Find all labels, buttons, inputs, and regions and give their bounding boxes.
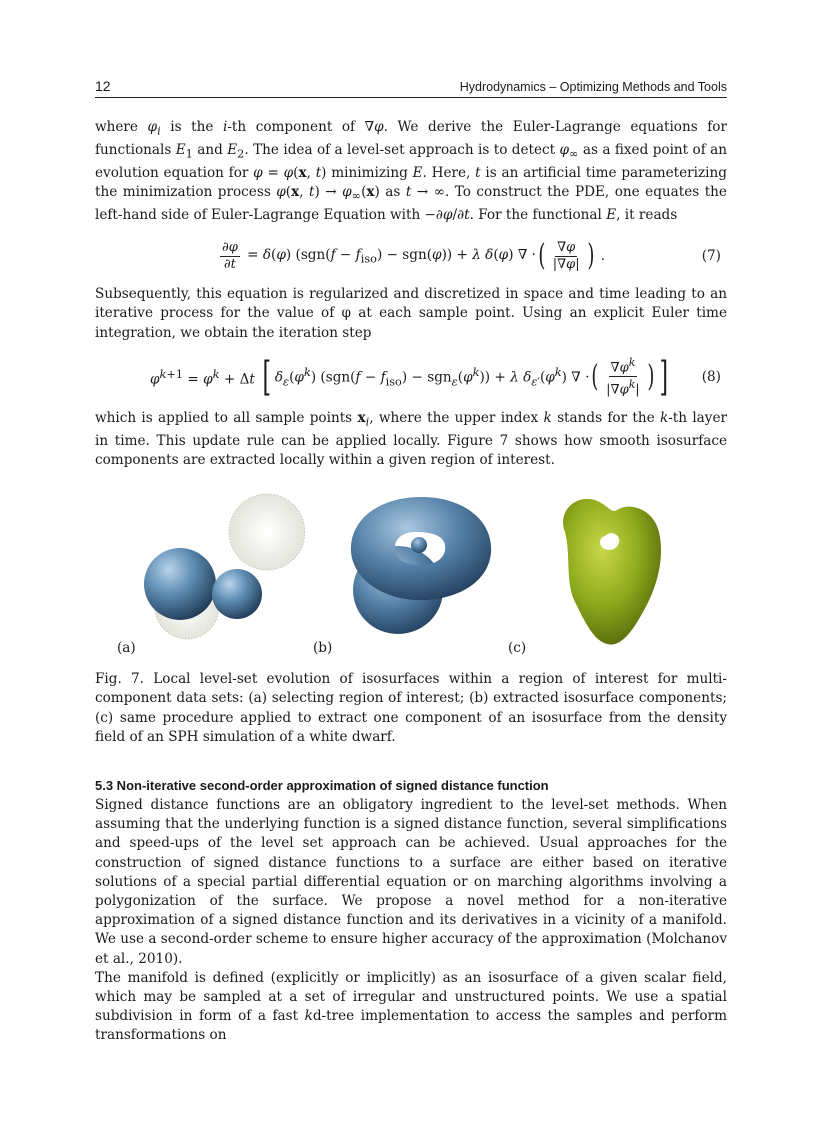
- section-heading: 5.3 Non-iterative second-order approximation of signed distance function: [95, 777, 549, 793]
- page: [95, 78, 727, 1046]
- figure-panel-c-image: [545, 492, 675, 652]
- running-title: Hydrodynamics – Optimizing Methods and Tools: [459, 80, 727, 94]
- page-number: 12: [95, 78, 111, 94]
- figure-panel-a-image: [135, 492, 305, 642]
- figure-label-b: (b): [313, 640, 333, 657]
- figure-label-c: (c): [508, 640, 527, 657]
- equation-8: $\varphi^{k+1} = \varphi^k + \Delta t$ [ $\delta_\varepsilon(\varphi^k) (sgn(f - f_{iso}) - sgn_\varepsilon(\varphi^k)) + \lambda$ $\delta_{\varepsilon'}(\varphi^k)$ ∇ · ( $\frac{\nabla\varphi^k}{|\nabla\varphi^k|}$ ) ] (8): [149, 353, 721, 400]
- sphere-large: [144, 548, 216, 620]
- white-dwarf-isosurface: [563, 499, 661, 645]
- paragraph-iteration: Subsequently, this equation is regularized and discretized in space and time leading to an iterative process for the value of φ at each sample point. Using an explicit Euler time integration, we obtain the iteration step: [95, 286, 727, 341]
- figure-caption: Fig. 7. Local level-set evolution of isosurfaces within a region of interest for multi-component data sets: (a) selecting region of interest; (b) extracted isosurface components; (c) same procedure applied to extract one component of an isosurface from the density field of an SPH simulation of a white dwarf.: [95, 671, 727, 745]
- sphere-small: [212, 569, 262, 619]
- figure-label-a: (a): [117, 640, 136, 657]
- paragraph-intro: where $\varphi_i$ is the i-th component of ∇φ. We derive the Euler-Lagrange equations for functionals $E_1$ and $E_2$. The idea of a level-set approach is to detect $\varphi_\infty$ as a fixed point of an evolution equation for φ = φ(x, t) minimizing E. Here, t is an artificial time parameterizing the minimization process φ(x, $t) \to \varphi_\infty(x)$ as t → ∞. To construct the PDE, one equates the left-hand side of Euler-Lagrange Equation with −∂φ/∂t. For the functional E, it reads: [95, 119, 727, 223]
- fraction-dphi-dt: $\frac{\partial\varphi}{\partial t}$: [221, 239, 238, 272]
- inner-sphere: [411, 537, 427, 553]
- equation-number-7: (7): [701, 248, 721, 265]
- fraction-grad-phi: $\frac{\nabla\varphi}{|\nabla\varphi|}$: [552, 239, 580, 272]
- section-paragraph-2-text-end: d-tree implementation to access the samples and perform transformations on: [95, 1008, 727, 1044]
- kd-tree-k: k: [304, 1008, 313, 1025]
- figure-panel-b-image: [343, 492, 493, 642]
- fraction-grad-phik: $\frac{\nabla\varphi^k}{|\nabla\varphi^k|}$: [606, 355, 640, 398]
- paragraph-update-rule: which is applied to all sample points $x_i$, where the upper index k stands for the k-th layer in time. This update rule can be applied locally. Figure 7 shows how smooth isosurface components are extracted locally within a given region of interest.: [95, 409, 727, 468]
- figure-7: [95, 492, 727, 658]
- section-paragraph-2-text: The manifold is defined (explicitly or implicitly) as an isosurface of a given scalar field, which may be sampled at a set of irregular and unstructured points. We use a spatial subdivision in form of a fast: [95, 969, 727, 1025]
- section-paragraph-2: [95, 969, 727, 1046]
- equation-7: $\frac{\partial\varphi}{\partial t}$ = δ(φ) $(sgn(f - f_{iso}) - sgn(\varphi)) + \lambda$ δ(φ) ∇ · ( $\frac{\nabla\varphi}{|\nabla\varphi|}$ ) . (7): [221, 238, 721, 274]
- page-header: [95, 78, 727, 98]
- equation-number-8: (8): [701, 368, 721, 385]
- section-paragraph-1: Signed distance functions are an obligatory ingredient to the level-set methods. When assuming that the underlying function is a signed distance function, several simplifications and speed-ups of the level set approach can be achieved. Usual approaches for the construction of signed distance functions to a surface are either based on iterative solutions of a special partial differential equation or on marching algorithms involving a polygonization of the surface. We propose a novel method for a non-iterative approximation of a signed distance function and its derivatives in a vicinity of a manifold. We use a second-order scheme to ensure higher accuracy of the approximation (Molchanov et al., 2010).: [95, 796, 727, 967]
